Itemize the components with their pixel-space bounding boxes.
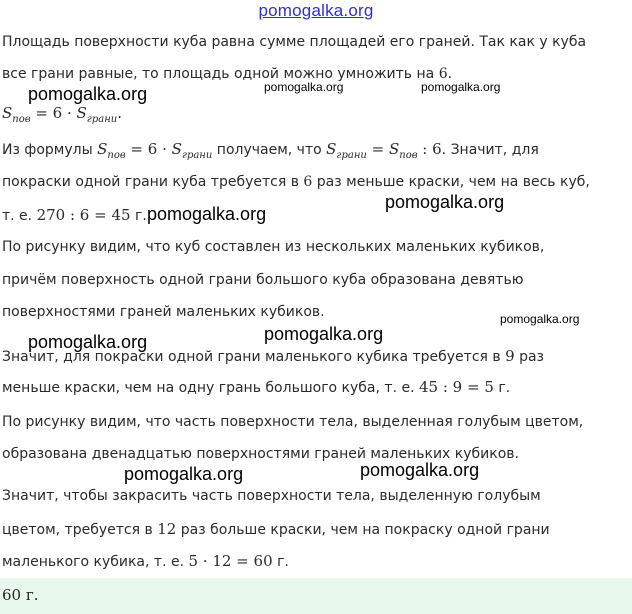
watermark: pomogalka.org: [28, 332, 148, 352]
math-s: S: [2, 104, 13, 122]
math-s: S: [171, 140, 182, 158]
math-s2: S: [76, 104, 87, 122]
text-fragment: г.: [130, 208, 147, 224]
math-twelve: 12: [157, 520, 177, 538]
math-s: S: [388, 140, 400, 158]
answer-box: [0, 578, 632, 614]
text-fragment: меньше краски, чем на одну грань большого куба, т. е.: [2, 380, 419, 396]
text-line-7: По рисунку видим, что куб составлен из нескольких маленьких кубиков,: [2, 239, 545, 255]
text-fragment: раз: [514, 349, 545, 365]
text-line-8: причём поверхность одной грани большого куба образована девятью: [2, 272, 524, 288]
text-line-1: Площадь поверхности куба равна сумме площадей его граней. Так как у куба: [2, 34, 587, 50]
math-eq: = 6 ·: [125, 140, 172, 158]
text-line-2: [2, 66, 452, 82]
watermark: pomogalka.org: [264, 324, 384, 344]
math-sub: грани: [336, 149, 367, 161]
text-fragment: раз больше краски, чем на покраску одной грани: [176, 522, 550, 538]
math-calc: 45 : 9 = 5: [419, 378, 494, 396]
watermark: pomogalka.org: [360, 460, 480, 480]
text-fragment: . Значит, для: [441, 142, 539, 158]
text-line-11: [2, 378, 510, 396]
text-line-9: поверхностями граней маленьких кубиков.: [2, 304, 325, 320]
math-six: 6: [438, 66, 448, 82]
math-eq: = 6 ·: [30, 104, 77, 122]
watermark: pomogalka.org: [264, 80, 344, 94]
text-line-2-text: все грани равные, то площадь одной можно умножить на: [2, 66, 439, 82]
text-fragment: раз меньше краски, чем на весь куб,: [312, 174, 590, 190]
text-fragment: г.: [493, 380, 511, 396]
text-fragment: цветом, требуется в: [2, 522, 158, 538]
formula-surface-area: [2, 104, 122, 125]
text-line-5: [2, 174, 590, 190]
watermark: pomogalka.org: [421, 80, 501, 94]
answer-value: 60 г.: [2, 586, 39, 604]
math-eq: =: [366, 140, 389, 158]
text-fragment: т. е.: [2, 208, 37, 224]
site-watermark-link[interactable]: pomogalka.org: [258, 1, 374, 20]
text-line-14: Значит, чтобы закрасить часть поверхности тела, выделенную голубым: [2, 488, 541, 504]
watermark: pomogalka.org: [124, 464, 244, 484]
math-calc: 270 : 6 = 45: [36, 206, 131, 224]
text-fragment: Значит, для покраски одной грани маленького кубика требуется в: [2, 349, 506, 365]
math-s: S: [326, 140, 337, 158]
text-line-13: образована двенадцатью поверхностями граней маленьких кубиков.: [2, 446, 519, 462]
text-line-6: [2, 206, 147, 224]
text-fragment: покраски одной грани куба требуется в: [2, 174, 304, 190]
watermark: pomogalka.org: [500, 312, 580, 326]
watermark: pomogalka.org: [28, 84, 148, 104]
watermark: pomogalka.org: [147, 204, 267, 224]
watermark: pomogalka.org: [385, 192, 505, 212]
math-sub-pov: пов: [12, 114, 31, 125]
math-sub: пов: [107, 149, 126, 161]
math-sub: грани: [181, 149, 213, 161]
text-line-15: [2, 520, 550, 538]
math-six: 6: [303, 174, 313, 190]
math-s: S: [97, 140, 108, 158]
text-fragment: Из формулы: [2, 142, 98, 158]
math-sub: пов: [399, 149, 418, 161]
math-calc: 5 · 12 = 60: [188, 552, 273, 570]
text-fragment: г.: [272, 554, 289, 570]
text-fragment: маленького кубика, т. е.: [2, 554, 189, 570]
math-nine: 9: [505, 347, 515, 365]
period: .: [447, 66, 453, 82]
period: .: [117, 104, 123, 122]
text-line-4: [2, 140, 539, 161]
text-fragment: получаем, что: [212, 142, 327, 158]
math-sub-grani: грани: [86, 114, 118, 125]
text-line-12: По рисунку видим, что часть поверхности тела, выделенная голубым цветом,: [2, 414, 584, 430]
text-line-16: [2, 552, 289, 570]
math-div: : 6: [417, 140, 442, 158]
